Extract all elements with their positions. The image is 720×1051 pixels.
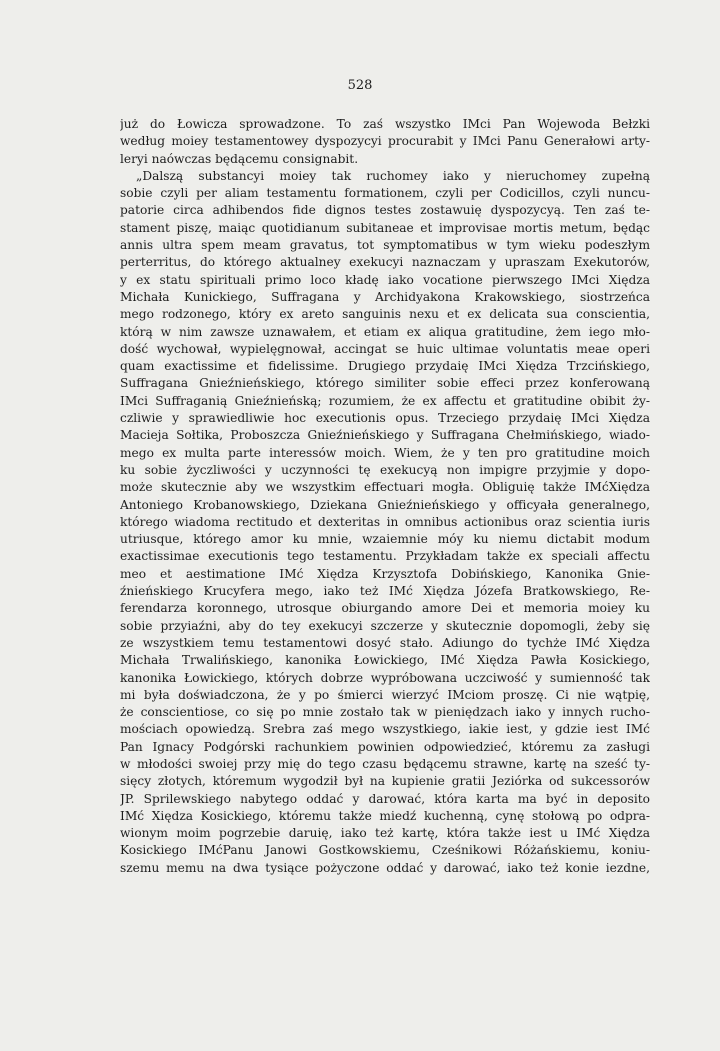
text-line: sięcy złotych, któremum wygodził był na kupienie gratii Jeziórka od sukcessorów	[120, 774, 650, 789]
text-line: sobie przyiaźni, aby do tey exekucyi szczerze y skutecznie dopomogli, żeby się	[120, 618, 650, 633]
text-line: patorie circa adhibendos fide dignos testes zostawuię dyspozycyą. Ten zaś te-	[120, 203, 650, 218]
text-line: źnieńskiego Krucyfera mego, iako też IMć Xiędza Józefa Bratkowskiego, Re-	[120, 584, 650, 599]
text-line: sobie czyli per aliam testamentu formationem, czyli per Codicillos, czyli nuncu-	[120, 186, 650, 201]
text-line: Michała Kunickiego, Suffragana y Archidyakona Krakowskiego, siostrzeńca	[120, 289, 650, 304]
text-line: Kosickiego IMćPanu Janowi Gostkowskiemu, Cześnikowi Różańskiemu, koniu-	[120, 843, 650, 858]
text-line: mościach opowiedzą. Srebra zaś mego wszystkiego, iakie iest, y gdzie iest IMć	[120, 722, 650, 737]
text-line: czliwie y sprawiedliwie hoc executionis opus. Trzeciego przydaię IMci Xiędza	[120, 411, 650, 426]
text-line: Pan Ignacy Podgórski rachunkiem powinien odpowiedzieć, któremu za zasługi	[120, 739, 650, 754]
text-line: Michała Trwalińskiego, kanonika Łowickiego, IMć Xiędza Pawła Kosickiego,	[120, 653, 650, 668]
text-line: Suffragana Gnieźnieńskiego, którego similiter sobie effeci przez konferowaną	[120, 376, 650, 391]
text-line: utriusque, którego amor ku mnie, wzaiemnie móy ku niemu dictabit modum	[120, 532, 650, 547]
text-line: meo et aestimatione IMć Xiędza Krzysztofa Dobińskiego, Kanonika Gnie-	[120, 566, 650, 581]
text-line: dość wychował, wypielęgnował, accingat se huic ultimae voluntatis meae operi	[120, 341, 650, 356]
text-line: ze wszystkiem temu testamentowi dosyć stało. Adiungo do tychże IMć Xiędza	[120, 635, 650, 650]
text-line: Antoniego Krobanowskiego, Dziekana Gnieźnieńskiego y officyała generalnego,	[120, 497, 650, 512]
text-line: ku sobie życzliwości y uczynności tę exekucyą non impigre przyjmie y dopo-	[120, 462, 650, 477]
text-line: perterritus, do którego aktualney exekucyi naznaczam y upraszam Exekutorów,	[120, 255, 650, 270]
text-line: „Dalszą substancyi moiey tak ruchomey iako y nieruchomey zupełną	[136, 168, 650, 183]
text-line: exactissimae executionis tego testamentu. Przykładam także ex speciali affectu	[120, 549, 650, 564]
text-line: leryi naówczas będącemu consignabit.	[120, 151, 359, 166]
text-line: mi była doświadczona, że y po śmierci wierzyć IMciom proszę. Ci nie wątpię,	[120, 687, 650, 702]
text-line: szemu memu na dwa tysiące pożyczone oddać y darować, iako też konie iezdne,	[120, 860, 650, 875]
text-line: IMci Suffraganią Gnieźnieńską; rozumiem, że ex affectu et gratitudine obibit ży-	[120, 393, 650, 408]
text-line: którego wiadoma rectitudo et dexteritas in omnibus actionibus oraz scientia iuris	[120, 514, 650, 529]
text-line: już do Łowicza sprowadzone. To zaś wszystko IMci Pan Wojewoda Bełzki	[120, 117, 650, 131]
text-line: wionym moim pogrzebie daruię, iako też kartę, która także iest u IMć Xiędza	[120, 826, 650, 841]
page-number: 528	[347, 78, 373, 93]
text-line: mego rodzonego, który ex areto sanguinis nexu et ex delicata sua conscientia,	[120, 307, 650, 322]
text-line: ferendarza koronnego, utrosque obiurgando amore Dei et memoria moiey ku	[120, 601, 650, 616]
body-text	[120, 116, 650, 877]
text-line: stament piszę, maiąc quotidianum subitaneae et improvisae mortis metum, będąc	[120, 220, 650, 235]
text-line: y ex statu spirituali primo loco kładę iako vocatione pierwszego IMci Xiędza	[120, 272, 650, 287]
text-line: według moiey testamentowey dyspozycyi procurabit y IMci Panu Generałowi arty-	[120, 134, 650, 149]
text-line: w młodości swoiej przy mię do tego czasu będącemu strawne, kartę na sześć ty-	[120, 756, 650, 771]
text-line: mego ex multa parte interessów moich. Wiem, że y ten pro gratitudine moich	[120, 445, 650, 460]
text-line: którą w nim zawsze uznawałem, et etiam ex aliqua gratitudine, żem iego mło-	[120, 324, 650, 339]
text-line: JP. Sprilewskiego nabytego oddać y darować, która karta ma być in deposito	[120, 791, 650, 806]
text-line: że conscientiose, co się po mnie zostało tak w pieniędzach iako y innych rucho-	[120, 705, 650, 720]
text-line: kanonika Łowickiego, których dobrze wypróbowana uczciwość y sumienność tak	[120, 670, 650, 685]
text-line: annis ultra spem meam gravatus, tot symptomatibus w tym wieku podeszłym	[120, 238, 650, 253]
text-line: IMć Xiędza Kosickiego, któremu także miedź kuchenną, cynę stołową po odpra-	[120, 808, 650, 823]
text-line: Macieja Sołtika, Proboszcza Gnieźnieńskiego y Suffragana Chełmińskiego, wiado-	[120, 428, 650, 443]
text-line: może skutecznie aby we wszystkim effectuari mogła. Obliguię także IMćXiędza	[120, 480, 650, 495]
text-line: quam exactissime et fidelissime. Drugiego przydaię IMci Xiędza Trzcińskiego,	[120, 359, 650, 374]
